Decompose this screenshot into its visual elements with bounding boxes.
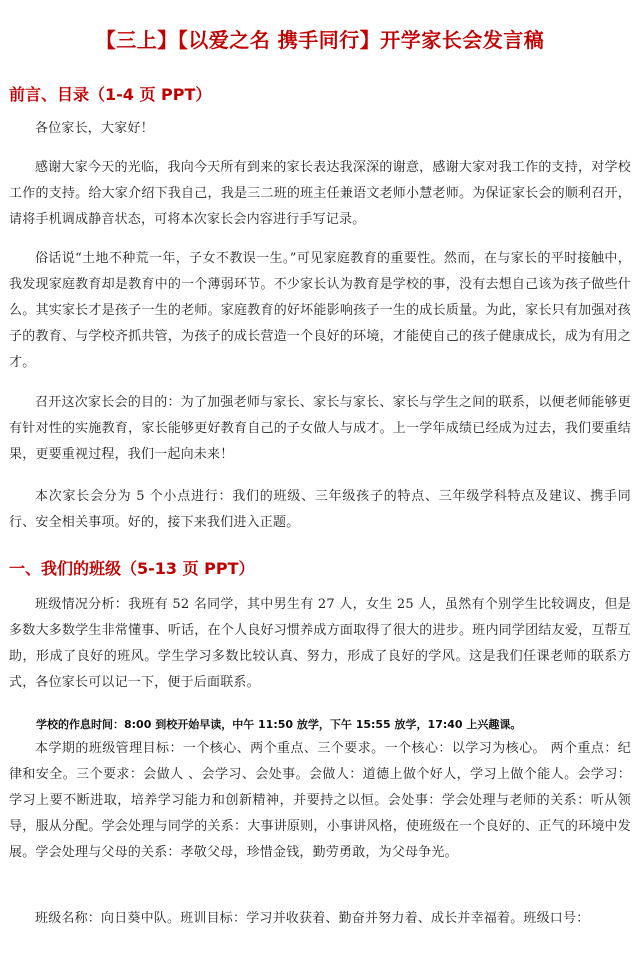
paragraph-thanks: 感谢大家今天的光临，我向今天所有到来的家长表达我深深的谢意，感谢大家对我工作的支持，对学校工作的支持。给大家介绍下我自己，我是三二班的班主任兼语文老师小慧老师。为保证家长会的顺利召开，请将手机调成静音状态，可将本次家长会内容进行手写记录。 — [9, 160, 631, 227]
paragraph-management-goals: 本学期的班级管理目标：一个核心、两个重点、三个要求。一个核心：以学习为核心。 两个重点：纪律和安全。三个要求：会做人 、会学习、会处事。会做人：道德上做个好人，学习上做个能人。会学习：学习上要不断进取，培养学习能力和创新精神，并要持之以恒。会处事：学会处理与老师的关系：听从领导，服从分配。学会处理与同学的关系：大事讲原则，小事讲风格，使班级在一个良好的、正气的环境中发展。学会处理与父母的关系：孝敬父母，珍惜金钱，勤劳勇敢，为父母争光。 — [9, 741, 631, 860]
paragraph-greeting: 各位家长，大家好！ — [35, 121, 154, 136]
paragraph-family-education: 俗话说“土地不种荒一年，子女不教误一生。”可见家庭教育的重要性。然而，在与家长的平时接触中，我发现家庭教育却是教育中的一个薄弱环节。不少家长认为教育是学校的事，没有去想自己该为孩子做些什么。其实家长才是孩子一生的老师。家庭教育的好坏能影响孩子一生的成长质量。为此，家长只有加强对孩子的教育、与学校齐抓共管，为孩子的成长营造一个良好的环境，才能使自己的孩子健康成长，成为有用之才。 — [9, 251, 631, 370]
document-title: 【三上】【以爱之名 携手同行】开学家长会发言稿 — [95, 28, 545, 52]
paragraph-class-analysis: 班级情况分析：我班有 52 名同学，其中男生有 27 人，女生 25 人，虽然有个别学生比较调皮，但是多数大多数学生非常懂事、听话，在个人良好习惯养成方面取得了很大的进步。班内同学团结友爱，互帮互助，形成了良好的班风。学生学习多数比较认真、努力，形成了良好的学风。这是我们任课老师的联系方式，各位家长可以记一下，便于后面联系。 — [9, 597, 631, 690]
school-schedule: 学校的作息时间：8:00 到校开始早读，中午 11:50 放学，下午 15:55 放学，17:40 上兴趣课。 — [36, 718, 522, 731]
section-heading-our-class: 一、我们的班级（5-13 页 PPT） — [9, 559, 255, 578]
paragraph-class-name: 班级名称：向日葵中队。班训目标：学习并收获着、勤奋并努力着、成长并幸福着。班级口号： — [35, 911, 590, 926]
paragraph-meeting-purpose: 召开这次家长会的目的：为了加强老师与家长、家长与家长、家长与学生之间的联系，以便老师能够更有针对性的实施教育，家长能够更好教育自己的子女做人与成才。上一学年成绩已经成为过去，我们要重结果，更要重视过程，我们一起向未来！ — [9, 395, 631, 462]
paragraph-agenda: 本次家长会分为 5 个小点进行：我们的班级、三年级孩子的特点、三年级学科特点及建议、携手同行、安全相关事项。好的，接下来我们进入正题。 — [9, 489, 631, 530]
section-heading-preface: 前言、目录（1-4 页 PPT） — [9, 85, 212, 104]
